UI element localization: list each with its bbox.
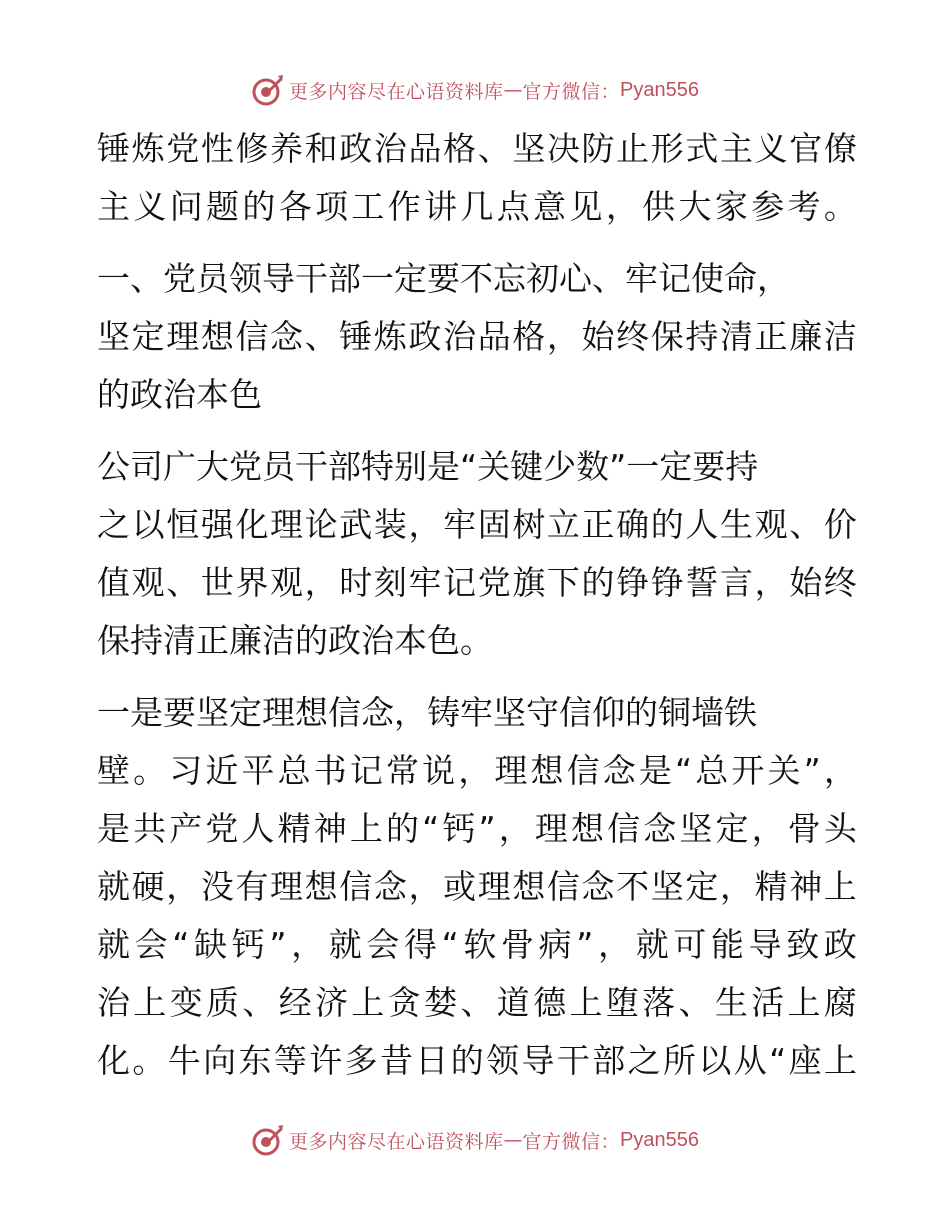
- paragraph-gap: [97, 424, 857, 438]
- banner-label: 官方微信：: [522, 80, 621, 103]
- text-line: 的政治本色: [97, 375, 262, 414]
- text-line: 就 会 “ 缺 钙 ” ， 就 会 得 “ 软 骨 病 ” ， 就 可 能 导 致 政: [97, 925, 857, 964]
- text-line: 保持清正廉洁的政治本色。: [97, 621, 493, 660]
- text-line: 主 义 问 题 的 各 项 工 作 讲 几 点 意 见 ， 供 大 家 参 考 。: [97, 187, 857, 226]
- banner-text: 更多内容尽在心语资料库: [289, 80, 504, 103]
- banner-label: 官方微信：: [522, 1130, 621, 1153]
- text-line: 坚 定 理 想 信 念 、 锤 炼 政 治 品 格 ， 始 终 保 持 清 正 廉 洁: [97, 317, 857, 356]
- banner-text: 更多内容尽在心语资料库: [289, 1130, 504, 1153]
- paragraph-gap: [97, 670, 857, 684]
- banner-separator: —: [503, 79, 523, 101]
- text-line: 壁 。 习 近 平 总 书 记 常 说 ， 理 想 信 念 是 “ 总 开 关 ” ，: [97, 751, 857, 790]
- watermark-banner-bottom: [0, 1120, 950, 1160]
- text-line: 锤 炼 党 性 修 养 和 政 治 品 格 、 坚 决 防 止 形 式 主 义 官 僚: [97, 129, 857, 168]
- text-line: 公司广大党员干部特别是“关键少数”一定要持: [97, 447, 759, 486]
- paragraph: [97, 250, 857, 424]
- paragraph: [97, 120, 857, 236]
- paragraph: [97, 438, 857, 670]
- paragraph-gap: [97, 236, 857, 250]
- paragraph: [97, 684, 857, 1090]
- text-line: 化 。 牛 向 东 等 许 多 昔 日 的 领 导 干 部 之 所 以 从 “ 座 上: [97, 1041, 857, 1080]
- text-line: 之 以 恒 强 化 理 论 武 装 ， 牢 固 树 立 正 确 的 人 生 观 、 价: [97, 505, 857, 544]
- text-line: 值 观 、 世 界 观 ， 时 刻 牢 记 党 旗 下 的 铮 铮 誓 言 ， 始 终: [97, 563, 857, 602]
- quill-logo-icon: [251, 1123, 285, 1157]
- text-line: 是 共 产 党 人 精 神 上 的 “ 钙 ” ， 理 想 信 念 坚 定 ， 骨 头: [97, 809, 857, 848]
- quill-logo-icon: [251, 73, 285, 107]
- watermark-banner-top: [0, 70, 950, 110]
- text-line: 一是要坚定理想信念，铸牢坚守信仰的铜墙铁: [97, 693, 757, 732]
- banner-separator: —: [503, 1129, 523, 1151]
- text-line: 一、党员领导干部一定要不忘初心、牢记使命，: [97, 259, 790, 298]
- text-line: 就 硬 ， 没 有 理 想 信 念 ， 或 理 想 信 念 不 坚 定 ， 精 神 上: [97, 867, 857, 906]
- banner-wechat-id: Pyan556: [620, 78, 699, 101]
- banner-wechat-id: Pyan556: [620, 1128, 699, 1151]
- document-body: [97, 120, 857, 1090]
- text-line: 治 上 变 质 、 经 济 上 贪 婪 、 道 德 上 堕 落 、 生 活 上 腐: [97, 983, 857, 1022]
